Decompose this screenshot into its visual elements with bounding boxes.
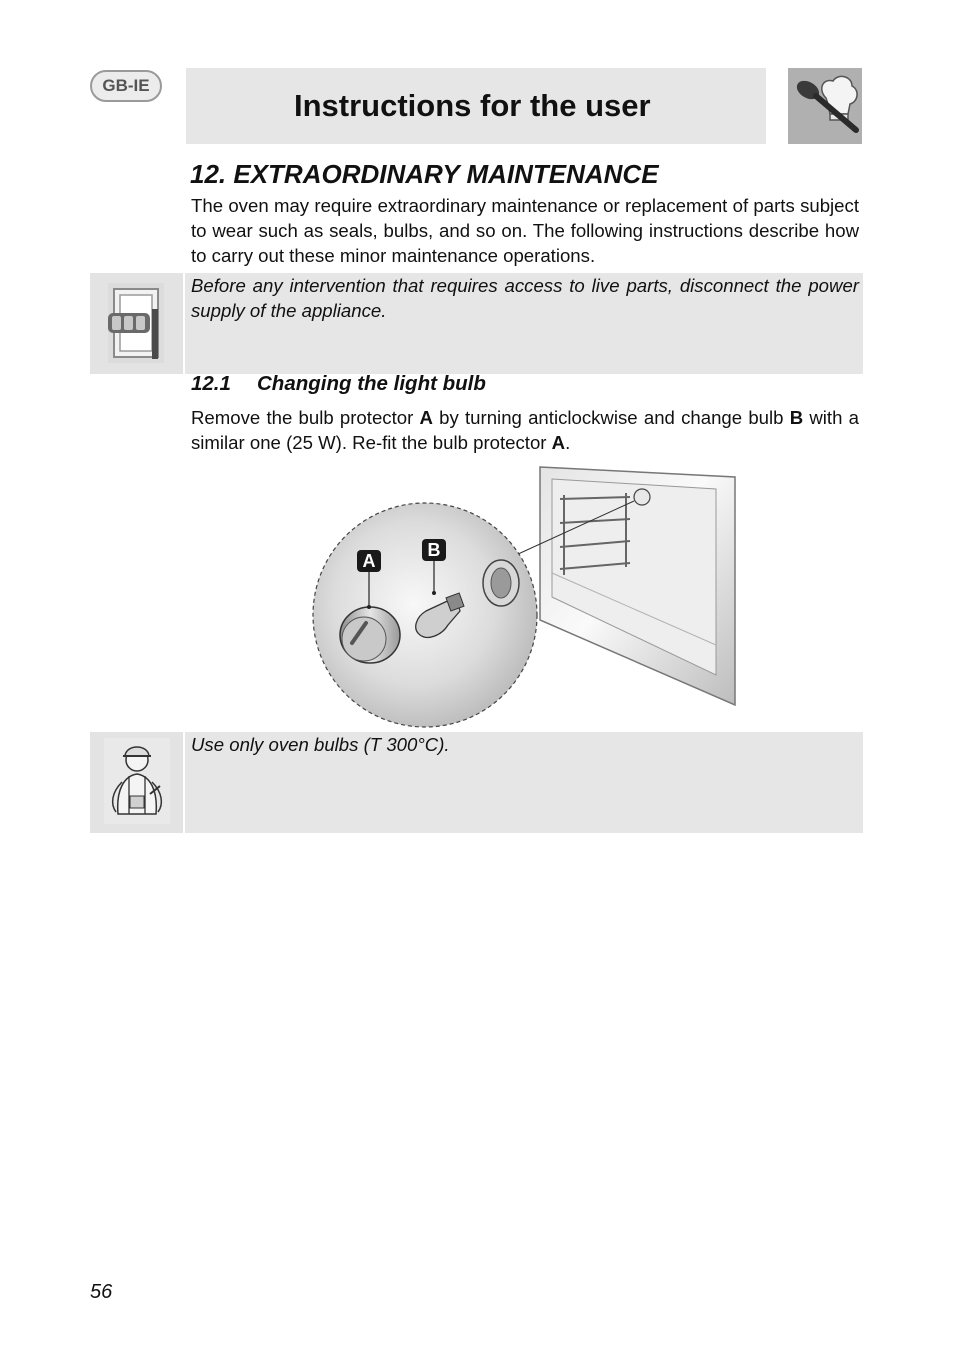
page-title: Instructions for the user [294,88,651,123]
body-text-3: with a similar one (25 W). Re-fit the bulb protector [191,407,859,453]
body-bold-a-2: A [551,432,566,453]
label-a: A [362,551,376,571]
note-text: Use only oven bulbs (T 300°C). [191,734,450,755]
chef-spoon-icon [788,68,862,144]
power-socket-icon [90,273,185,374]
section-intro: The oven may require extraordinary maintenance or replacement of parts subject to wear such as seals, bulbs, and so on. The following instructions describe how to carry out these minor maintenance operations. [191,195,859,266]
note-box [90,732,863,833]
magnified-detail [313,503,537,727]
page-number: 56 [90,1281,113,1303]
body-bold-b: B [789,407,804,428]
technician-icon [90,732,185,833]
body-bold-a: A [419,407,433,428]
warning-text: Before any intervention that requires access to live parts, disconnect the power supply of the appliance. [191,275,859,321]
label-b: B [427,540,441,560]
body-text-2: by turning anticlockwise and change bulb [432,407,790,428]
oven-bulb-illustration [308,465,740,730]
body-text-4: . [565,432,571,453]
subsection-body [191,405,859,455]
subsection-title-text: Changing the light bulb [257,372,486,395]
warning-box [90,273,863,374]
header-bar [186,68,766,144]
subsection-number: 12.1 [191,372,231,395]
language-badge: GB-IE [90,70,162,102]
subsection-title [191,372,486,396]
oven-cavity [516,467,735,705]
body-text-1: Remove the bulb protector [191,407,420,428]
section-title: 12. EXTRAORDINARY MAINTENANCE [190,159,659,189]
